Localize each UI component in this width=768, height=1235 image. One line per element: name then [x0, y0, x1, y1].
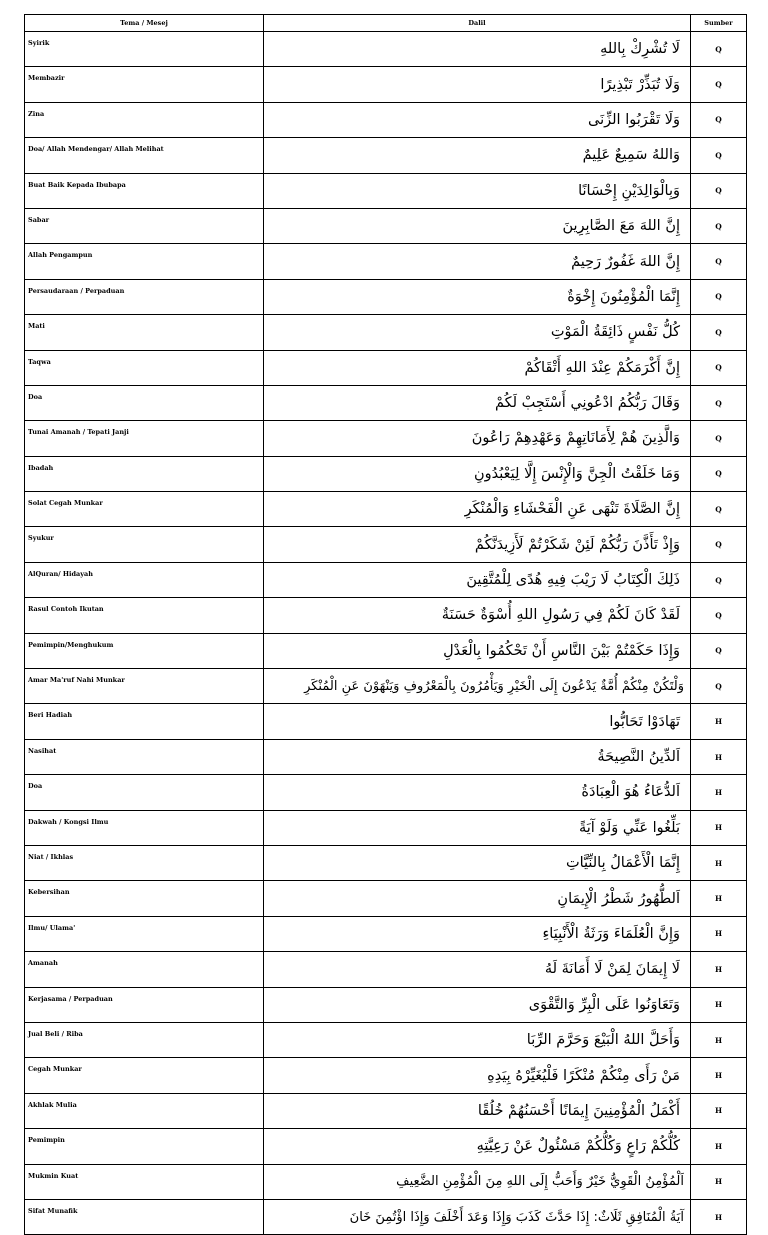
cell-dalil: تَهَادَوْا تَحَابُّوا: [264, 704, 691, 739]
cell-sumber: H: [691, 952, 747, 987]
cell-sumber: Q: [691, 208, 747, 243]
cell-dalil: اَلدِّينُ النَّصِيحَةُ: [264, 739, 691, 774]
cell-dalil: وَإِذْ تَأَذَّنَ رَبُّكُمْ لَئِنْ شَكَرْتُمْ لَأَزِيدَنَّكُمْ: [264, 527, 691, 562]
cell-tema: Sabar: [25, 208, 264, 243]
table-row: [25, 456, 747, 491]
cell-tema: Ilmu/ Ulama': [25, 916, 264, 951]
cell-tema: Solat Cegah Munkar: [25, 492, 264, 527]
cell-tema: Rasul Contoh Ikutan: [25, 598, 264, 633]
table-header: [25, 15, 747, 32]
cell-tema: Amanah: [25, 952, 264, 987]
cell-dalil: وَتَعَاوَنُوا عَلَى الْبِرِّ وَالتَّقْوَى: [264, 987, 691, 1022]
cell-sumber: H: [691, 1058, 747, 1093]
cell-dalil: آيَةُ الْمُنَافِقِ ثَلَاثٌ: إِذَا حَدَّثَ كَذَبَ وَإِذَا وَعَدَ أَخْلَفَ وَإِذَا اؤْتُمِنَ خَانَ: [264, 1199, 691, 1234]
cell-sumber: Q: [691, 385, 747, 420]
cell-sumber: Q: [691, 421, 747, 456]
cell-sumber: Q: [691, 32, 747, 67]
cell-sumber: Q: [691, 315, 747, 350]
cell-tema: Syirik: [25, 32, 264, 67]
dalil-sheet: [24, 14, 746, 1235]
cell-dalil: وَلَا تَقْرَبُوا الزِّنَى: [264, 102, 691, 137]
cell-dalil: وَقَالَ رَبُّكُمُ ادْعُونِي أَسْتَجِبْ لَكُمْ: [264, 385, 691, 420]
cell-dalil: اَلْمُؤْمِنُ الْقَوِيُّ خَيْرٌ وَأَحَبُّ إِلَى اللهِ مِنَ الْمُؤْمِنِ الضَّعِيفِ: [264, 1164, 691, 1199]
table-row: [25, 279, 747, 314]
table-row: [25, 1058, 747, 1093]
cell-dalil: وَمَا خَلَقْتُ الْجِنَّ وَالْإِنْسَ إِلَّا لِيَعْبُدُونِ: [264, 456, 691, 491]
cell-tema: Membazir: [25, 67, 264, 102]
cell-sumber: H: [691, 704, 747, 739]
cell-tema: Buat Baik Kepada Ibubapa: [25, 173, 264, 208]
cell-tema: Pemimpin/Menghukum: [25, 633, 264, 668]
cell-tema: Taqwa: [25, 350, 264, 385]
cell-tema: Kebersihan: [25, 881, 264, 916]
cell-sumber: Q: [691, 456, 747, 491]
table-row: [25, 492, 747, 527]
cell-dalil: وَإِذَا حَكَمْتُمْ بَيْنَ النَّاسِ أَنْ تَحْكُمُوا بِالْعَدْلِ: [264, 633, 691, 668]
cell-sumber: Q: [691, 138, 747, 173]
cell-tema: Amar Ma'ruf Nahi Munkar: [25, 669, 264, 704]
cell-tema: Doa: [25, 775, 264, 810]
cell-tema: Mati: [25, 315, 264, 350]
table-row: [25, 1164, 747, 1199]
cell-sumber: Q: [691, 350, 747, 385]
cell-sumber: Q: [691, 492, 747, 527]
cell-dalil: وَلَا تُبَذِّرْ تَبْذِيرًا: [264, 67, 691, 102]
cell-sumber: Q: [691, 562, 747, 597]
table-row: [25, 916, 747, 951]
cell-dalil: إِنَّمَا الْمُؤْمِنُونَ إِخْوَةٌ: [264, 279, 691, 314]
cell-sumber: Q: [691, 527, 747, 562]
cell-dalil: لَا تُشْرِكْ بِاللهِ: [264, 32, 691, 67]
table-row: [25, 739, 747, 774]
cell-tema: Tunai Amanah / Tepati Janji: [25, 421, 264, 456]
cell-dalil: إِنَّ اللهَ مَعَ الصَّابِرِينَ: [264, 208, 691, 243]
cell-dalil: وَبِالْوَالِدَيْنِ إِحْسَانًا: [264, 173, 691, 208]
table-row: [25, 421, 747, 456]
column-header-sumber: Sumber: [691, 15, 747, 32]
cell-sumber: H: [691, 1022, 747, 1057]
cell-tema: Beri Hadiah: [25, 704, 264, 739]
cell-sumber: H: [691, 739, 747, 774]
cell-dalil: مَنْ رَأَى مِنْكُمْ مُنْكَرًا فَلْيُغَيِّرْهُ بِيَدِهِ: [264, 1058, 691, 1093]
cell-sumber: H: [691, 1129, 747, 1164]
cell-sumber: Q: [691, 279, 747, 314]
cell-dalil: اَلطُّهُورُ شَطْرُ الْإِيمَانِ: [264, 881, 691, 916]
table-row: [25, 67, 747, 102]
table-row: [25, 244, 747, 279]
table-row: [25, 775, 747, 810]
cell-tema: Syukur: [25, 527, 264, 562]
cell-tema: Akhlak Mulia: [25, 1093, 264, 1128]
cell-sumber: H: [691, 1093, 747, 1128]
table-row: [25, 881, 747, 916]
cell-sumber: H: [691, 881, 747, 916]
cell-tema: Cegah Munkar: [25, 1058, 264, 1093]
table-row: [25, 385, 747, 420]
table-row: [25, 32, 747, 67]
cell-tema: Mukmin Kuat: [25, 1164, 264, 1199]
cell-dalil: إِنَّمَا الْأَعْمَالُ بِالنِّيَّاتِ: [264, 845, 691, 880]
cell-dalil: لَا إِيمَانَ لِمَنْ لَا أَمَانَةَ لَهُ: [264, 952, 691, 987]
cell-dalil: وَاللهُ سَمِيعٌ عَلِيمٌ: [264, 138, 691, 173]
table-row: [25, 669, 747, 704]
cell-tema: Ibadah: [25, 456, 264, 491]
cell-dalil: كُلُّ نَفْسٍ ذَائِقَةُ الْمَوْتِ: [264, 315, 691, 350]
cell-dalil: كُلُّكُمْ رَاعٍ وَكُلُّكُمْ مَسْئُولٌ عَنْ رَعِيَّتِهِ: [264, 1129, 691, 1164]
cell-dalil: وَأَحَلَّ اللهُ الْبَيْعَ وَحَرَّمَ الرِّبَا: [264, 1022, 691, 1057]
cell-tema: Allah Pengampun: [25, 244, 264, 279]
header-row: [25, 15, 747, 32]
table-row: [25, 987, 747, 1022]
cell-sumber: H: [691, 1199, 747, 1234]
cell-dalil: إِنَّ الصَّلَاةَ تَنْهَى عَنِ الْفَحْشَاءِ وَالْمُنْكَرِ: [264, 492, 691, 527]
cell-tema: AlQuran/ Hidayah: [25, 562, 264, 597]
table-row: [25, 1093, 747, 1128]
cell-tema: Niat / Ikhlas: [25, 845, 264, 880]
cell-sumber: H: [691, 845, 747, 880]
table-row: [25, 315, 747, 350]
table-row: [25, 1129, 747, 1164]
table-row: [25, 173, 747, 208]
table-row: [25, 810, 747, 845]
cell-dalil: إِنَّ أَكْرَمَكُمْ عِنْدَ اللهِ أَتْقَاكُمْ: [264, 350, 691, 385]
cell-sumber: Q: [691, 669, 747, 704]
cell-tema: Nasihat: [25, 739, 264, 774]
table-row: [25, 633, 747, 668]
cell-dalil: وَلْتَكُنْ مِنْكُمْ أُمَّةٌ يَدْعُونَ إِلَى الْخَيْرِ وَيَأْمُرُونَ بِالْمَعْرُوفِ وَيَنْهَوْنَ عَنِ الْمُنْكَرِ: [264, 669, 691, 704]
column-header-tema: Tema / Mesej: [25, 15, 264, 32]
cell-sumber: Q: [691, 598, 747, 633]
cell-sumber: Q: [691, 633, 747, 668]
cell-tema: Dakwah / Kongsi Ilmu: [25, 810, 264, 845]
cell-dalil: وَالَّذِينَ هُمْ لِأَمَانَاتِهِمْ وَعَهْدِهِمْ رَاعُونَ: [264, 421, 691, 456]
table-row: [25, 562, 747, 597]
cell-tema: Zina: [25, 102, 264, 137]
cell-sumber: H: [691, 987, 747, 1022]
cell-dalil: ذَلِكَ الْكِتَابُ لَا رَيْبَ فِيهِ هُدًى لِلْمُتَّقِينَ: [264, 562, 691, 597]
cell-sumber: Q: [691, 102, 747, 137]
cell-dalil: لَقَدْ كَانَ لَكُمْ فِي رَسُولِ اللهِ أُسْوَةٌ حَسَنَةٌ: [264, 598, 691, 633]
table-row: [25, 845, 747, 880]
cell-tema: Sifat Munafik: [25, 1199, 264, 1234]
table-row: [25, 350, 747, 385]
column-header-dalil: Dalil: [264, 15, 691, 32]
table-row: [25, 527, 747, 562]
cell-tema: Doa: [25, 385, 264, 420]
table-row: [25, 1022, 747, 1057]
cell-tema: Doa/ Allah Mendengar/ Allah Melihat: [25, 138, 264, 173]
cell-dalil: إِنَّ اللهَ غَفُورٌ رَحِيمٌ: [264, 244, 691, 279]
cell-tema: Jual Beli / Riba: [25, 1022, 264, 1057]
cell-dalil: أَكْمَلُ الْمُؤْمِنِينَ إِيمَانًا أَحْسَنُهُمْ خُلُقًا: [264, 1093, 691, 1128]
cell-sumber: Q: [691, 67, 747, 102]
cell-dalil: بَلِّغُوا عَنِّي وَلَوْ آيَةً: [264, 810, 691, 845]
dalil-table: [24, 14, 747, 1235]
table-row: [25, 1199, 747, 1234]
table-body: [25, 32, 747, 1235]
cell-tema: Persaudaraan / Perpaduan: [25, 279, 264, 314]
table-row: [25, 102, 747, 137]
cell-sumber: Q: [691, 244, 747, 279]
table-row: [25, 704, 747, 739]
table-row: [25, 208, 747, 243]
cell-dalil: اَلدُّعَاءُ هُوَ الْعِبَادَةُ: [264, 775, 691, 810]
cell-tema: Kerjasama / Perpaduan: [25, 987, 264, 1022]
cell-sumber: H: [691, 1164, 747, 1199]
table-row: [25, 598, 747, 633]
table-row: [25, 952, 747, 987]
cell-sumber: H: [691, 916, 747, 951]
cell-sumber: Q: [691, 173, 747, 208]
cell-sumber: H: [691, 775, 747, 810]
cell-tema: Pemimpin: [25, 1129, 264, 1164]
cell-sumber: H: [691, 810, 747, 845]
cell-dalil: وَإِنَّ الْعُلَمَاءَ وَرَثَةُ الْأَنْبِيَاءِ: [264, 916, 691, 951]
table-row: [25, 138, 747, 173]
